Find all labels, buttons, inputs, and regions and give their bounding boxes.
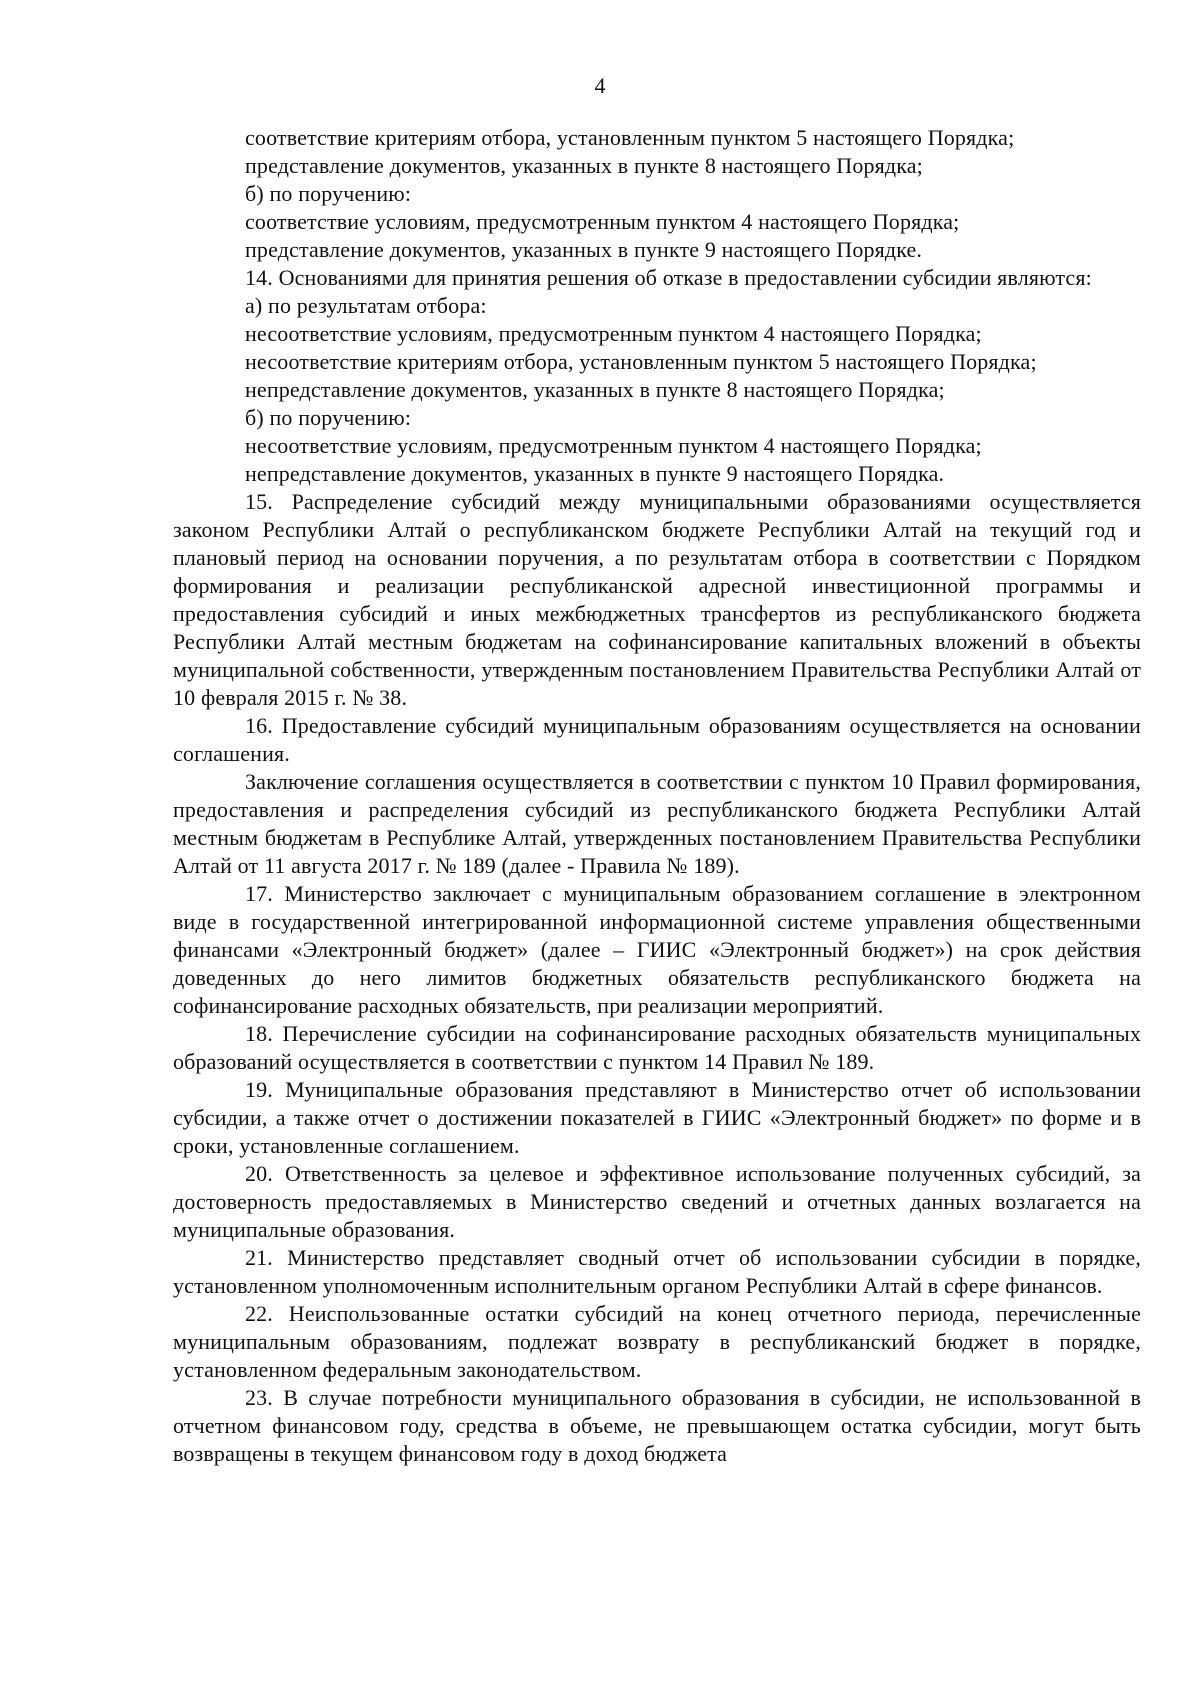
paragraph: 22. Неиспользованные остатки субсидий на конец отчетного периода, перечисленные муниципальным образованиям, подлежат возврату в республиканский бюджет в порядке, установленном федеральным законодательством.	[173, 1301, 1141, 1382]
list-item: несоответствие условиям, предусмотренным пунктом 4 настоящего Порядка;	[245, 321, 982, 346]
list-item: представление документов, указанных в пункте 9 настоящего Порядке.	[245, 237, 923, 262]
paragraph: 21. Министерство представляет сводный отчет об использовании субсидии в порядке, установленном уполномоченным исполнительным органом Республики Алтай в сфере финансов.	[173, 1245, 1141, 1298]
list-item: непредставление документов, указанных в пункте 9 настоящего Порядка.	[245, 461, 945, 486]
list-item: б) по поручению:	[245, 405, 412, 430]
list-item: соответствие условиям, предусмотренным пунктом 4 настоящего Порядка;	[245, 209, 960, 234]
paragraph: Заключение соглашения осуществляется в соответствии с пунктом 10 Правил формирования, предоставления и распределения субсидий из республиканского бюджета Республики Алтай местным бюджетам в Республике Алтай, утвержденных постановлением Правительства Республики Алтай от 11 августа 2017 г. № 189 (далее - Правила № 189).	[173, 769, 1141, 878]
list-item: б) по поручению:	[245, 181, 412, 206]
document-body	[173, 124, 1141, 1468]
list-item: соответствие критериям отбора, установленным пунктом 5 настоящего Порядка;	[245, 125, 1015, 150]
list-item: непредставление документов, указанных в пункте 8 настоящего Порядка;	[245, 377, 945, 402]
paragraph: 14. Основаниями для принятия решения об отказе в предоставлении субсидии являются:	[245, 265, 1092, 290]
list-item: несоответствие условиям, предусмотренным пунктом 4 настоящего Порядка;	[245, 433, 982, 458]
paragraph: 20. Ответственность за целевое и эффективное использование полученных субсидий, за достоверность предоставляемых в Министерство сведений и отчетных данных возлагается на муниципальные образования.	[173, 1161, 1141, 1242]
paragraph: 15. Распределение субсидий между муниципальными образованиями осуществляется законом Республики Алтай о республиканском бюджете Республики Алтай на текущий год и плановый период на основании поручения, а по результатам отбора в соответствии с Порядком формирования и реализации республиканской адресной инвестиционной программы и предоставления субсидий и иных межбюджетных трансфертов из республиканского бюджета Республики Алтай местным бюджетам на софинансирование капитальных вложений в объекты муниципальной собственности, утвержденным постановлением Правительства Республики Алтай от 10 февраля 2015 г. № 38.	[173, 489, 1141, 710]
list-item: а) по результатам отбора:	[245, 293, 487, 318]
list-item: представление документов, указанных в пункте 8 настоящего Порядка;	[245, 153, 923, 178]
page-number: 4	[594, 73, 606, 98]
paragraph: 18. Перечисление субсидии на софинансирование расходных обязательств муниципальных образований осуществляется в соответствии с пунктом 14 Правил № 189.	[173, 1021, 1141, 1074]
paragraph: 16. Предоставление субсидий муниципальным образованиям осуществляется на основании соглашения.	[173, 713, 1141, 766]
paragraph: 17. Министерство заключает с муниципальным образованием соглашение в электронном виде в государственной интегрированной информационной системе управления общественными финансами «Электронный бюджет» (далее – ГИИС «Электронный бюджет») на срок действия доведенных до него лимитов бюджетных обязательств республиканского бюджета на софинансирование расходных обязательств, при реализации мероприятий.	[173, 881, 1141, 1018]
paragraph: 19. Муниципальные образования представляют в Министерство отчет об использовании субсидии, а также отчет о достижении показателей в ГИИС «Электронный бюджет» по форме и в сроки, установленные соглашением.	[173, 1077, 1141, 1158]
list-item: несоответствие критериям отбора, установленным пунктом 5 настоящего Порядка;	[245, 349, 1037, 374]
paragraph: 23. В случае потребности муниципального образования в субсидии, не использованной в отчетном финансовом году, средства в объеме, не превышающем остатка субсидии, могут быть возвращены в текущем финансовом году в доход бюджета	[173, 1385, 1141, 1466]
